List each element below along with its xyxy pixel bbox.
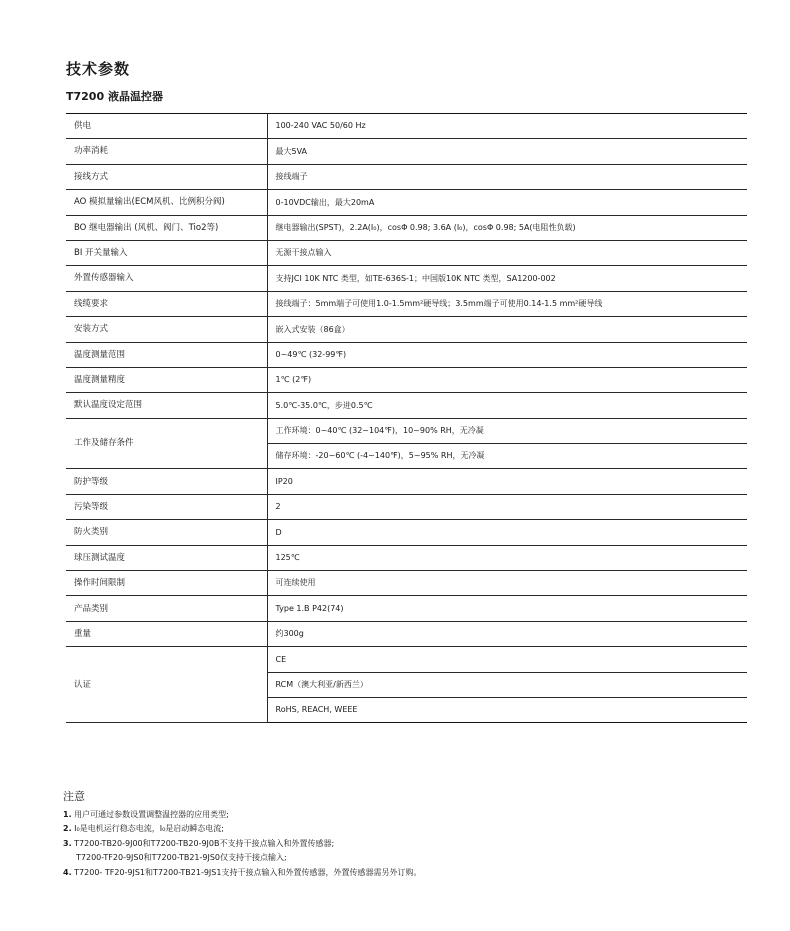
spec-value: 支持JCI 10K NTC 类型，如TE-636S-1；中国版10K NTC 类型，SA1200-002: [267, 266, 747, 291]
spec-label: AO 模拟量输出(ECM风机、比例积分阀): [66, 190, 267, 215]
table-row: [66, 494, 747, 519]
spec-value: 0~49℃ (32-99℉): [267, 342, 747, 367]
table-row: [66, 545, 747, 570]
spec-label: 线缆要求: [66, 291, 267, 316]
spec-value: 最大5VA: [267, 139, 747, 164]
note-number: 2.: [63, 824, 72, 833]
table-row: [66, 469, 747, 494]
spec-value: 工作环境：0~40℃ (32~104℉)，10~90% RH，无冷凝: [267, 418, 747, 443]
table-row: [66, 190, 747, 215]
table-row: [66, 647, 747, 672]
table-row: [66, 139, 747, 164]
spec-label: 防火类别: [66, 520, 267, 545]
spec-label: 外置传感器输入: [66, 266, 267, 291]
document-subtitle: T7200 液晶温控器: [66, 90, 163, 103]
spec-value: 接线端子：5mm端子可使用1.0-1.5mm²硬导线；3.5mm端子可使用0.14-1.5 mm²硬导线: [267, 291, 747, 316]
table-row: [66, 520, 747, 545]
spec-value: IP20: [267, 469, 747, 494]
spec-label: 产品类别: [66, 596, 267, 621]
spec-value: 储存环境：-20~60℃ (-4~140℉)，5~95% RH，无冷凝: [267, 444, 747, 469]
table-row: [66, 317, 747, 342]
spec-value: 100-240 VAC 50/60 Hz: [267, 114, 747, 139]
spec-table: [66, 113, 747, 723]
table-row: [66, 215, 747, 240]
table-row: [66, 596, 747, 621]
table-row: [66, 571, 747, 596]
spec-label: 功率消耗: [66, 139, 267, 164]
note-text: T7200-TB20-9J00和T7200-TB20-9J0B不支持干接点输入和外置传感器;: [74, 838, 335, 848]
spec-value: RoHS, REACH, WEEE: [267, 697, 747, 722]
table-row: [66, 240, 747, 265]
spec-value: 2: [267, 494, 747, 519]
spec-value: 约300g: [267, 621, 747, 646]
spec-value: 125℃: [267, 545, 747, 570]
table-row: [66, 342, 747, 367]
spec-label: BI 开关量输入: [66, 240, 267, 265]
spec-label: 重量: [66, 621, 267, 646]
notes-section: [63, 790, 753, 880]
table-row: [66, 393, 747, 418]
note-item: [63, 837, 753, 852]
spec-value: CE: [267, 647, 747, 672]
spec-label: 工作及储存条件: [66, 418, 267, 469]
note-number: 4.: [63, 867, 72, 877]
spec-label: 污染等级: [66, 494, 267, 519]
spec-value: D: [267, 520, 747, 545]
table-row: [66, 114, 747, 139]
spec-value: 接线端子: [267, 164, 747, 189]
note-number: 3.: [63, 838, 72, 848]
table-row: [66, 291, 747, 316]
spec-value: 0-10VDC输出，最大20mA: [267, 190, 747, 215]
spec-label: 防护等级: [66, 469, 267, 494]
note-text: 用户可通过参数设置调整温控器的应用类型;: [74, 809, 229, 819]
spec-label: 安装方式: [66, 317, 267, 342]
note-text: I₀是电机运行稳态电流，I₀是启动瞬态电流;: [74, 824, 224, 833]
table-row: [66, 266, 747, 291]
spec-value: 5.0℃-35.0℃，步进0.5℃: [267, 393, 747, 418]
table-row: [66, 164, 747, 189]
note-text: T7200-TF20-9JS0和T7200-TB21-9JS0仅支持干接点输入;: [76, 853, 287, 862]
spec-value: 1℃ (2℉): [267, 367, 747, 392]
spec-value: Type 1.B P42(74): [267, 596, 747, 621]
spec-value: 无源干接点输入: [267, 240, 747, 265]
table-row: [66, 621, 747, 646]
spec-label: 接线方式: [66, 164, 267, 189]
document-title: 技术参数: [66, 60, 131, 78]
note-item: [63, 866, 753, 881]
spec-label: 认证: [66, 647, 267, 723]
spec-value: 嵌入式安装（86盒）: [267, 317, 747, 342]
notes-list: [63, 808, 753, 881]
spec-label: BO 继电器输出 (风机、阀门、Tio2等): [66, 215, 267, 240]
spec-label: 默认温度设定范围: [66, 393, 267, 418]
note-item: [63, 822, 753, 837]
note-number: 1.: [63, 809, 72, 819]
table-row: [66, 418, 747, 443]
note-text: T7200- TF20-9JS1和T7200-TB21-9JS1支持干接点输入和外置传感器，外置传感器需另外订购。: [74, 867, 422, 877]
spec-label: 温度测量精度: [66, 367, 267, 392]
spec-label: 供电: [66, 114, 267, 139]
spec-label: 温度测量范围: [66, 342, 267, 367]
note-item: [63, 808, 753, 823]
notes-title: 注意: [63, 790, 85, 803]
spec-label: 球压测试温度: [66, 545, 267, 570]
spec-value: RCM（澳大利亚/新西兰）: [267, 672, 747, 697]
note-item: [63, 851, 753, 866]
spec-label: 操作时间限制: [66, 571, 267, 596]
table-row: [66, 367, 747, 392]
spec-table-body: [66, 114, 747, 723]
spec-value: 继电器输出(SPST)，2.2A(I₀)，cosΦ 0.98; 3.6A (I₀)，cosΦ 0.98; 5A(电阻性负载): [267, 215, 747, 240]
spec-value: 可连续使用: [267, 571, 747, 596]
